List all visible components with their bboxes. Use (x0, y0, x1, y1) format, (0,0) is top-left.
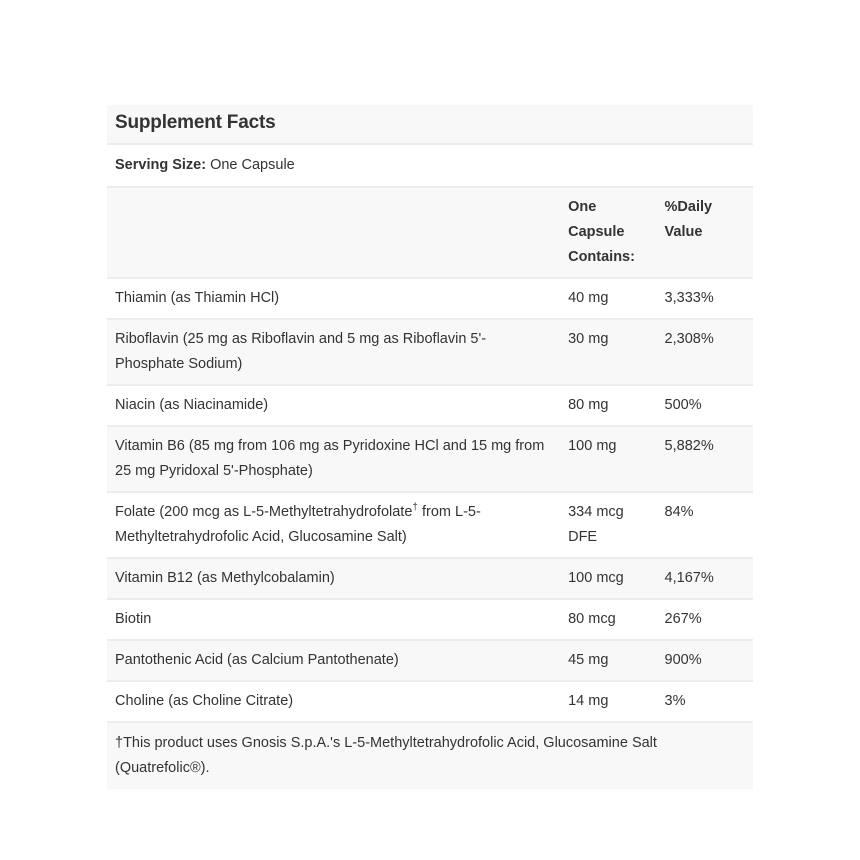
footnote: †This product uses Gnosis S.p.A.'s L-5-Methyltetrahydrofolic Acid, Glucosamine Salt (Quatrefolic®). (107, 722, 753, 789)
nutrient-amount: 40 mg (560, 278, 656, 319)
table-row (107, 640, 753, 681)
nutrient-amount: 45 mg (560, 640, 656, 681)
column-header-row (107, 187, 753, 278)
nutrient-name-text: Folate (200 mcg as L-5-Methyltetrahydrofolate (115, 504, 413, 520)
nutrient-name (107, 492, 560, 558)
serving-size (107, 144, 753, 187)
nutrient-name: Niacin (as Niacinamide) (107, 385, 560, 426)
nutrient-amount: 100 mg (560, 426, 656, 492)
nutrient-name: Vitamin B6 (85 mg from 106 mg as Pyridoxine HCl and 15 mg from 25 mg Pyridoxal 5'-Phosphate) (107, 426, 560, 492)
nutrient-daily-value: 5,882% (657, 426, 753, 492)
nutrient-daily-value: 84% (657, 492, 753, 558)
dagger-mark: † (412, 502, 418, 514)
nutrient-daily-value: 2,308% (657, 319, 753, 385)
header-amount: One Capsule Contains: (560, 187, 656, 278)
nutrient-name: Thiamin (as Thiamin HCl) (107, 278, 560, 319)
nutrient-name: Pantothenic Acid (as Calcium Pantothenate) (107, 640, 560, 681)
nutrient-amount: 100 mcg (560, 558, 656, 599)
header-blank (107, 187, 560, 278)
header-daily-value: %Daily Value (657, 187, 753, 278)
nutrient-name-text: from L-5-Methyltetrahydrofolic Acid, Glucosamine Salt) (115, 504, 481, 545)
nutrient-name: Vitamin B12 (as Methylcobalamin) (107, 558, 560, 599)
nutrient-daily-value: 267% (657, 599, 753, 640)
nutrient-amount: 80 mg (560, 385, 656, 426)
nutrient-name: Choline (as Choline Citrate) (107, 681, 560, 722)
table-row (107, 426, 753, 492)
footnote-row (107, 722, 753, 789)
supplement-facts-table (107, 105, 753, 789)
table-row (107, 558, 753, 599)
serving-size-label: Serving Size: (115, 157, 207, 173)
serving-size-row (107, 144, 753, 187)
nutrient-daily-value: 500% (657, 385, 753, 426)
nutrient-name: Biotin (107, 599, 560, 640)
table-row (107, 599, 753, 640)
nutrient-amount: 30 mg (560, 319, 656, 385)
nutrient-amount: 80 mcg (560, 599, 656, 640)
nutrient-name: Riboflavin (25 mg as Riboflavin and 5 mg as Riboflavin 5'-Phosphate Sodium) (107, 319, 560, 385)
nutrient-daily-value: 900% (657, 640, 753, 681)
serving-size-value: One Capsule (206, 157, 295, 173)
nutrient-daily-value: 4,167% (657, 558, 753, 599)
table-row (107, 492, 753, 558)
table-row (107, 278, 753, 319)
table-row (107, 681, 753, 722)
table-row (107, 319, 753, 385)
nutrient-amount: 14 mg (560, 681, 656, 722)
table-title: Supplement Facts (107, 105, 753, 144)
title-row (107, 105, 753, 144)
nutrient-amount: 334 mcg DFE (560, 492, 656, 558)
nutrient-daily-value: 3,333% (657, 278, 753, 319)
table-row (107, 385, 753, 426)
nutrient-daily-value: 3% (657, 681, 753, 722)
